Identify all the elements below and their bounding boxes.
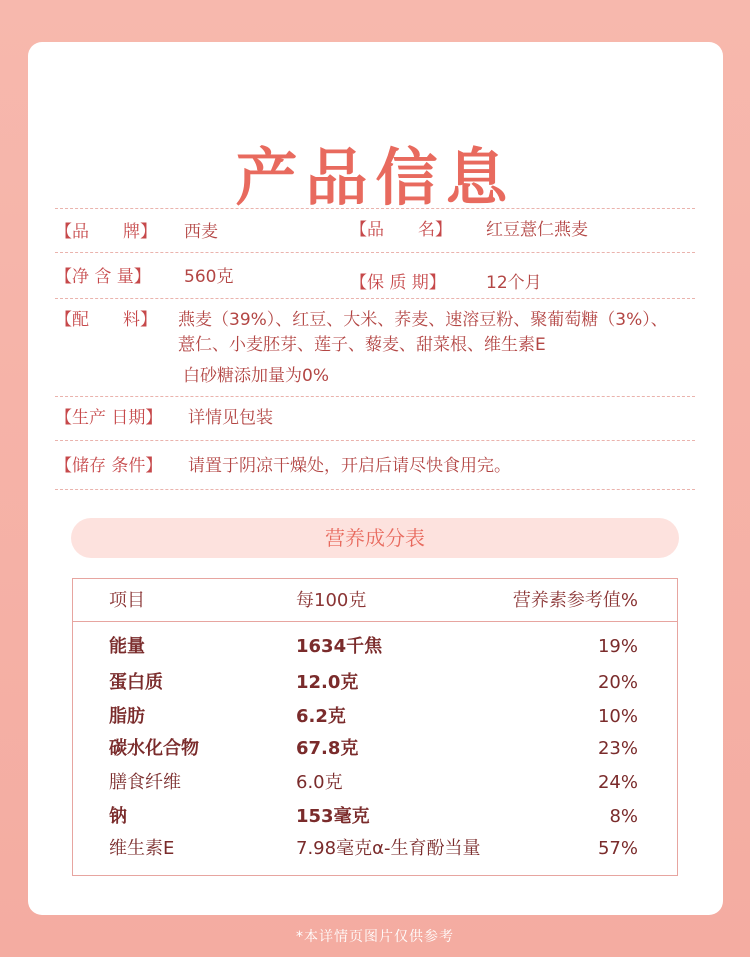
row-item: 膳食纤维 bbox=[109, 772, 181, 793]
row-nrv: 10% bbox=[597, 706, 638, 727]
brand-label: 【品 牌】 bbox=[55, 222, 157, 242]
row-nrv: 19% bbox=[597, 636, 638, 657]
row-item: 碳水化合物 bbox=[109, 738, 199, 759]
row-item: 钠 bbox=[109, 806, 127, 827]
nutrition-table bbox=[72, 578, 678, 876]
row-nrv: 8% bbox=[609, 806, 638, 827]
divider bbox=[55, 252, 695, 253]
row-nrv: 24% bbox=[597, 772, 638, 793]
brand-value: 西麦 bbox=[184, 222, 218, 242]
divider bbox=[55, 208, 695, 209]
table-header bbox=[73, 579, 677, 622]
name-value: 红豆薏仁燕麦 bbox=[486, 220, 588, 240]
disclaimer: *本详情页图片仅供参考 bbox=[296, 929, 454, 945]
row-amount: 7.98毫克α-生育酚当量 bbox=[296, 838, 481, 859]
ingredients-label: 【配 料】 bbox=[55, 310, 157, 330]
ingredients-value: 燕麦（39%）、红豆、大米、荞麦、速溶豆粉、聚葡萄糖（3%）、薏仁、小麦胚芽、莲子、藜麦、甜菜根、维生素E bbox=[178, 310, 668, 355]
date-value: 详情见包装 bbox=[188, 408, 273, 428]
row-item: 蛋白质 bbox=[109, 672, 163, 693]
divider bbox=[55, 440, 695, 441]
row-amount: 67.8克 bbox=[296, 738, 359, 759]
divider bbox=[55, 298, 695, 299]
storage-value: 请置于阴凉干燥处，开启后请尽快食用完。 bbox=[188, 456, 511, 476]
page-title: 产品信息 bbox=[235, 141, 516, 214]
net-value: 560克 bbox=[184, 267, 234, 287]
row-amount: 6.0克 bbox=[296, 772, 343, 793]
sugar-note: 白砂糖添加量为0% bbox=[183, 366, 329, 386]
net-label: 【净 含 量】 bbox=[55, 267, 151, 287]
row-item: 脂肪 bbox=[109, 706, 145, 727]
shelf-value: 12个月 bbox=[486, 273, 542, 293]
divider bbox=[55, 396, 695, 397]
row-amount: 12.0克 bbox=[296, 672, 359, 693]
row-nrv: 20% bbox=[597, 672, 638, 693]
header-item: 项目 bbox=[109, 590, 145, 611]
storage-label: 【储存 条件】 bbox=[55, 456, 163, 476]
shelf-label: 【保 质 期】 bbox=[350, 273, 446, 293]
row-amount: 153毫克 bbox=[296, 806, 370, 827]
nutrition-heading: 营养成分表 bbox=[71, 518, 679, 558]
info-card bbox=[28, 42, 723, 915]
header-nrv: 营养素参考值% bbox=[512, 590, 638, 611]
row-item: 能量 bbox=[109, 636, 145, 657]
header-amount: 每100克 bbox=[296, 590, 367, 611]
divider bbox=[55, 489, 695, 490]
name-label: 【品 名】 bbox=[350, 220, 452, 240]
row-nrv: 57% bbox=[597, 838, 638, 859]
date-label: 【生产 日期】 bbox=[55, 408, 163, 428]
row-nrv: 23% bbox=[597, 738, 638, 759]
row-item: 维生素E bbox=[109, 838, 175, 859]
row-amount: 6.2克 bbox=[296, 706, 346, 727]
row-amount: 1634千焦 bbox=[296, 636, 383, 657]
